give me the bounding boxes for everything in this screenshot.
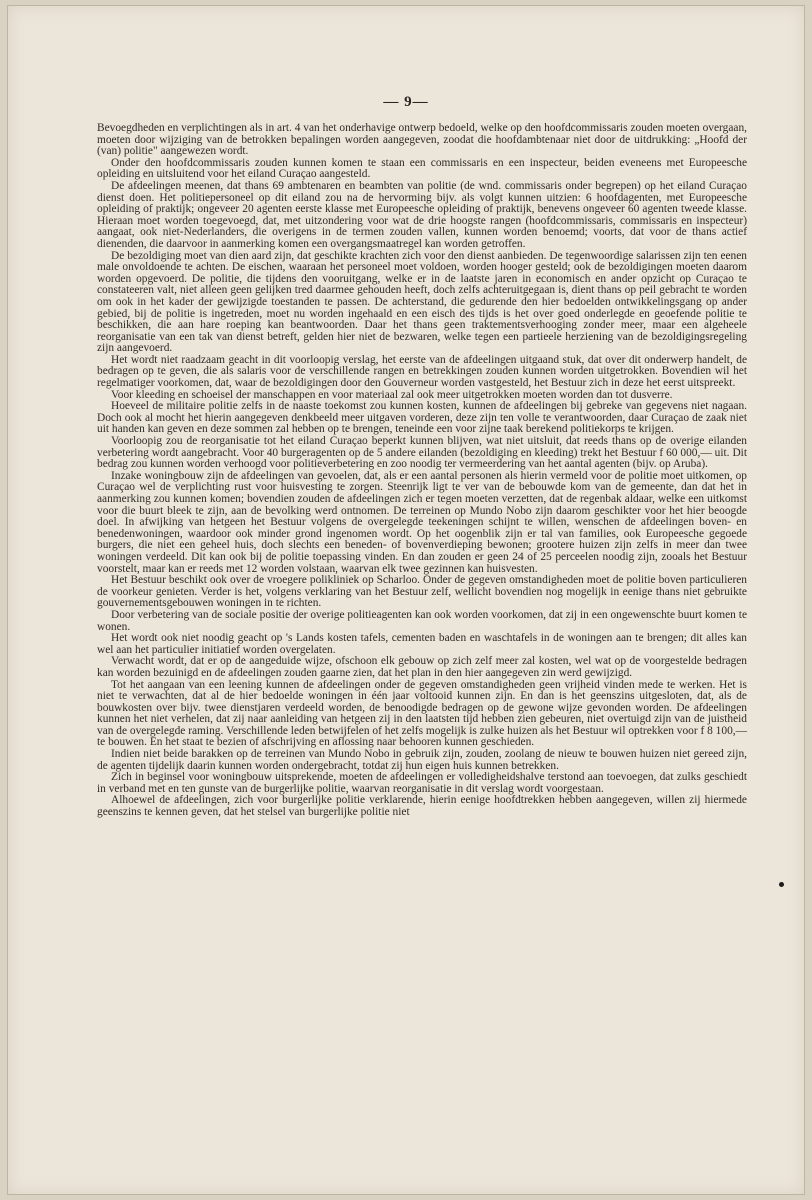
paragraph-16: Zich in beginsel voor woningbouw uitsprekende, moeten de afdeelingen er volledigheidshalve terstond aan toevoegen, dat zulks geschiedt in verband met en ten gunste van de burgerlijke politie, waarvan reorganisatie in dit verslag wordt voorgestaan. — [97, 771, 747, 795]
paragraph-4: De bezoldiging moet van dien aard zijn, dat geschikte krachten zich voor den dienst aanbieden. De tegenwoordige salarissen zijn ten eenen male onvoldoende te achten. De eischen, waaraan het personeel moet voldoen, worden hooger gesteld; ook de bezoldigingen moeten daarom worden opgevoerd. De politie, die tijdens den vooruitgang, welke er in de laatste jaren in economisch en ander opzicht op Curaçao te constateeren valt, niet alleen geen gelijken tred daarmee gehouden heeft, doch zelfs achteruitgegaan is, dient thans op peil gebracht te worden om ook in het kader der gewijzigde toestanden te passen. De achterstand, die gedurende den hier bedoelden ontwikkelingsgang op ander gebied, bij de politie is ingetreden, moet nu worden ingehaald en een eisch des tijds is het over goed onderlegde en geoefende politie te beschikken, die aan hare roeping kan beantwoorden. Daar het thans geen traktementsverhooging zonder meer, maar een algeheele reorganisatie van een tak van dienst betreft, gelden hier niet de bezwaren, welke tegen een partieele herziening van de bezoldigingsregeling zijn aangevoerd. — [97, 249, 747, 355]
paragraph-2: Onder den hoofdcommissaris zouden kunnen komen te staan een commissaris en een inspecteur, beiden eveneens met Europeesche opleiding en uitsluitend voor het eiland Curaçao aangesteld. — [97, 156, 747, 181]
paragraph-11: Door verbetering van de sociale positie der overige politieagenten kan ook worden voorkomen, dat zij in een ongewenschte buurt komen te wonen. — [97, 608, 747, 633]
paragraph-9: Inzake woningbouw zijn de afdeelingen van gevoelen, dat, als er een aantal personen als hierin vermeld voor de politie moet uitkomen, op Curaçao wel de verplichting rust voor huisvesting te zorgen. Steenrijk ligt te ver van de bebouwde kom van de gemeente, dan dat het in aanmerking zou kunnen komen; bovendien zouden de afdeelingen zich er tegen moeten verzetten, dat de regenbak aldaar, welke een uitkomst voor die buurt bleek te zijn, aan de bevolking werd ontnomen. De terreinen op Mundo Nobo zijn daarom geschikter voor het hier beoogde doel. In afwijking van hetgeen het Bestuur volgens de overgelegde teekeningen schijnt te willen, wenschen de afdeelingen boven- en benedenwoningen, waardoor ook minder grond ingenomen wordt. Op het oogenblik zijn er tal van families, ook Europeesche gegoede burgers, die niet een geheel huis, doch slechts een beneden- of bovenverdieping bewonen; grootere huizen zijn zelfs in meer dan twee woningen verdeeld. Dit kan ook bij de politie toepassing vinden. En dan zouden er geen 24 of 25 perceelen noodig zijn, zooals het Bestuur voorstelt, maar kan er reeds met 12 worden volstaan, waarvan elk twee gezinnen kan huisvesten. — [97, 469, 747, 575]
page-number: — 9— — [383, 94, 429, 110]
paragraph-10: Het Bestuur beschikt ook over de vroegere polikliniek op Scharloo. Onder de gegeven omstandigheden moet de politie boven particulieren de voorkeur genieten. Verder is het, volgens verklaring van het Bestuur zelf, wellicht bovendien nog mogelijk in eenige thans niet gebruikte gouvernementsgebouwen woningen in te richten. — [97, 574, 747, 610]
paragraph-17: Alhoewel de afdeelingen, zich voor burgerlijke politie verklarende, hierin eenige hoofdtrekken hebben aangegeven, willen zij hiermede geenszins te kennen geven, dat het stelsel van burgerlijke politie niet — [97, 794, 747, 819]
paragraph-6: Voor kleeding en schoeisel der manschappen en voor materiaal zal ook meer uitgetrokken moeten worden dan tot dusverre. — [111, 388, 673, 401]
paragraph-12: Het wordt ook niet noodig geacht op 's Lands kosten tafels, cementen baden en waschtafels in de woningen aan te brengen; dit alles kan wel aan het particulier initiatief worden overgelaten. — [97, 632, 747, 656]
paragraph-5: Het wordt niet raadzaam geacht in dit voorloopig verslag, het eerste van de afdeelingen uitgaand stuk, dat over dit onderwerp handelt, de bedragen op te geven, die als salaris voor de verschillende rangen en betrekkingen zouden kunnen worden uitgetrokken. Bovendien wil het regelmatiger voorkomen, dat, waar de bezoldigingen door den Gouverneur worden vastgesteld, het Bestuur zich in deze het eerst uitspreekt. — [97, 353, 747, 390]
paragraph-8: Voorloopig zou de reorganisatie tot het eiland Curaçao beperkt kunnen blijven, wat niet uitsluit, dat reeds thans op de overige eilanden verbetering wordt aangebracht. Voor 40 burgeragenten op de 5 andere eilanden (bezoldiging en kleeding) trekt het Bestuur f 60 000,— uit. Dit bedrag zou kunnen worden verhoogd voor politieverbetering en zoo noodig ter vermeerdering van het aantal agenten (bijv. op Aruba). — [97, 435, 747, 471]
paragraph-14: Tot het aangaan van een leening kunnen de afdeelingen onder de gegeven omstandigheden geen vrijheid vinden mede te werken. Het is niet te verwachten, dat al de hier bedoelde woningen in één jaar voltooid kunnen zijn. En dan is het geenszins uitgesloten, dat, als de bouwkosten over bijv. twee dienstjaren verdeeld worden, de benoodigde bedragen op de gewone wijze gevonden worden. De afdeelingen kunnen het niet verhelen, dat zij naar aanleiding van hetgeen zij in den laatsten tijd hebben zien gebeuren, niet overtuigd zijn van de juistheid van de overgelegde raming. Verschillende leden betwijfelen of het zelfs mogelijk is zulke huizen als het Bestuur wil optrekken voor f 8 100,— te bouwen. En het staat te bezien of afschrijving en aflossing naar behooren kunnen geschieden. — [97, 678, 747, 749]
paragraph-3: De afdeelingen meenen, dat thans 69 ambtenaren en beambten van politie (de wnd. commissaris onder begrepen) op het eiland Curaçao dienst doen. Het politiepersoneel op dit eiland zou na de hervorming bijv. als volgt kunnen uitzien: 6 hoofdagenten, met Europeesche opleiding of praktijk; ongeveer 20 agenten eerste klasse met Europeesche opleiding of praktijk, benevens ongeveer 60 agenten tweede klasse. Hieraan moet worden toegevoegd, dat, met uitzondering voor wat de drie hoogste rangen (hoofdcommissaris, commissaris en inspecteur) aangaat, ook niet-Nederlanders, die overigens in de termen zouden vallen, kunnen worden benoemd; voorts, dat voor de thans actief dienenden, die daarvoor in aanmerking komen een overgangsmaatregel kan worden getroffen. — [97, 179, 747, 250]
paragraph-15: Indien niet beide barakken op de terreinen van Mundo Nobo in gebruik zijn, zouden, zoolang de nieuw te bouwen huizen niet gereed zijn, de agenten tijdelijk daarin kunnen worden ondergebracht, totdat zij hun eigen huis kunnen betrekken. — [97, 748, 747, 772]
ink-dot — [779, 882, 784, 887]
paragraph-1: Bevoegdheden en verplichtingen als in art. 4 van het onderhavige ontwerp bedoeld, welke op den hoofdcommissaris zouden moeten overgaan, moeten door wijziging van de betrokken bepalingen worden aangegeven, zoodat die hoofdambtenaar niet door de uitdrukking: „Hoofd der (van) politie" aangewezen wordt. — [97, 122, 747, 158]
paragraph-7: Hoeveel de militaire politie zelfs in de naaste toekomst zou kunnen kosten, kunnen de afdeelingen bij gebreke van gegevens niet nagaan. Doch ook al mocht het hierin aangegeven denkbeeld meer uitgaven vorderen, deze zijn ten volle te verantwoorden, daar Curaçao de zaak niet uit handen kan geven en deze sommen zal hebben op te brengen, teneinde een voor zijne taak berekend politiekorps te krijgen. — [97, 400, 747, 436]
document-page — [7, 5, 805, 1195]
body-text — [97, 123, 747, 819]
paragraph-13: Verwacht wordt, dat er op de aangeduide wijze, ofschoon elk gebouw op zich zelf meer zal kosten, wel wat op de voorgestelde bedragen kan worden bezuinigd en de afdeelingen zouden gaarne zien, dat het plan in den hier aangegeven zin werd gewijzigd. — [97, 655, 747, 679]
